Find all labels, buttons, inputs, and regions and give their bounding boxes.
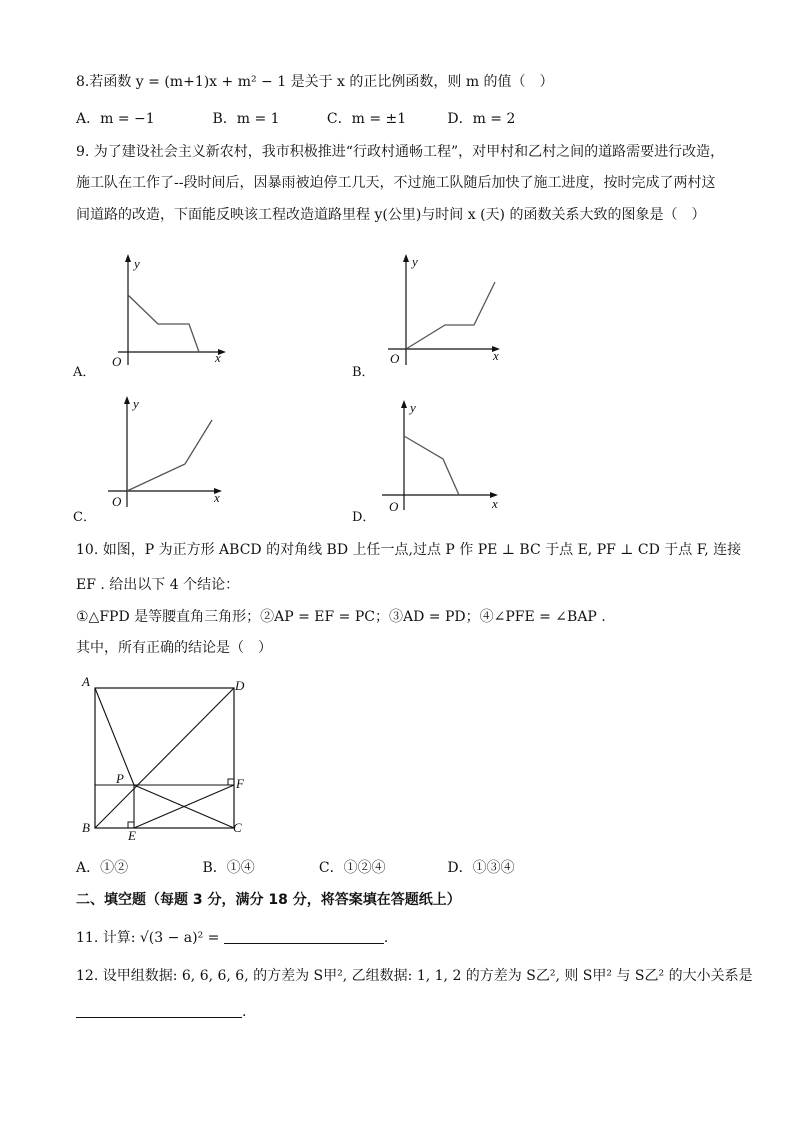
graph-c-curve [127, 420, 212, 491]
q8-choice-d: D．m = 2 [447, 111, 516, 127]
right-angle-f-icon [228, 779, 234, 785]
q10-choice-b: B．①④ [202, 860, 255, 876]
origin-label: O [112, 354, 122, 369]
y-axis-arrow-icon [125, 254, 131, 262]
x-label: x [215, 350, 221, 365]
q11-answer-blank[interactable] [224, 929, 384, 944]
q10-choices [76, 858, 515, 878]
y-axis-arrow-icon [124, 396, 130, 404]
q9-graph-c [100, 392, 240, 522]
origin-label: O [390, 351, 400, 366]
q9-graph-d [376, 392, 516, 522]
x-label: x [214, 490, 220, 505]
q9-stem-line3: 间道路的改造，下面能反映该工程改造道路里程 y(公里)与时间 x (天) 的函数关系大致的图象是（ ） [76, 207, 706, 223]
x-label: x [492, 496, 498, 511]
q9-graph-b [378, 250, 518, 380]
q10-choice-a: A．①② [76, 860, 129, 876]
q10-conclusions: ①△FPD 是等腰直角三角形；②AP = EF = PC；③AD = PD；④∠PFE = ∠BAP . [76, 609, 606, 625]
diagonal-bd [95, 688, 234, 828]
point-p-label: P [116, 771, 124, 786]
y-label: y [412, 254, 418, 269]
q11-line [76, 928, 388, 948]
q10-stem-line1: 10. 如图，P 为正方形 ABCD 的对角线 BD 上任一点,过点 P 作 PE ⊥ BC 于点 E, PF ⊥ CD 于点 F, 连接 [76, 542, 742, 558]
point-f-label: F [236, 776, 244, 791]
origin-label: O [389, 499, 399, 514]
q10-question: 其中，所有正确的结论是（ ） [76, 640, 272, 656]
q11-suffix: . [383, 930, 389, 946]
q9-graph-a [100, 250, 240, 380]
point-b-label: B [82, 820, 90, 835]
q8-choice-a: A．m = −1 [76, 111, 155, 127]
q9-option-d: D． [352, 510, 376, 525]
q10-choice-c: C．①②④ [318, 860, 386, 876]
segment-ap [95, 688, 134, 785]
point-a-label: A [82, 674, 90, 689]
point-d-label: D [235, 678, 245, 693]
graph-b-curve [406, 282, 495, 349]
q12-answer-blank[interactable] [76, 1003, 242, 1018]
q10-square-figure [78, 672, 268, 842]
q8-choice-b: B．m = 1 [212, 111, 280, 127]
section-heading: 二、填空题（每题 3 分，满分 18 分，将答案填在答题纸上） [76, 892, 461, 908]
q9-stem-line2: 施工队在工作了--段时间后，因暴雨被迫停工几天，不过施工队随后加快了施工进度，按时完成了两村这 [76, 175, 716, 191]
q10-stem-line2: EF . 给出以下 4 个结论： [76, 577, 240, 593]
q9-option-b: B． [352, 365, 375, 380]
point-e-label: E [128, 828, 136, 843]
q8-choice-c: C．m = ±1 [326, 111, 407, 127]
x-label: x [493, 348, 499, 363]
q9-stem-line1: 9. 为了建设社会主义新农村，我市积极推进“行政村通畅工程”，对甲村和乙村之间的道路需要进行改造， [76, 144, 725, 160]
origin-label: O [112, 494, 122, 509]
q12-stem: 12. 设甲组数据: 6, 6, 6, 6, 的方差为 S甲², 乙组数据: 1, 1, 2 的方差为 S乙², 则 S甲² 与 S乙² 的大小关系是 [76, 968, 753, 984]
q9-option-a: A． [73, 365, 96, 380]
y-axis-arrow-icon [403, 254, 409, 262]
q10-choice-d: D．①③④ [447, 860, 515, 876]
graph-d-curve [404, 436, 459, 495]
y-axis-arrow-icon [401, 400, 407, 408]
q9-option-c: C． [73, 510, 96, 525]
q11-prefix: 11. 计算: √(3 − a)² = [76, 930, 220, 946]
q12-suffix: . [242, 1004, 247, 1020]
y-label: y [134, 256, 140, 271]
y-label: y [410, 400, 416, 415]
q12-answer-line [76, 1002, 246, 1022]
q8-stem: 8.若函数 y = (m+1)x + m² − 1 是关于 x 的正比例函数，则 m 的值（ ） [76, 74, 554, 90]
graph-a-curve [128, 295, 199, 352]
y-label: y [133, 396, 139, 411]
q8-choices [76, 109, 515, 129]
point-c-label: C [233, 820, 242, 835]
